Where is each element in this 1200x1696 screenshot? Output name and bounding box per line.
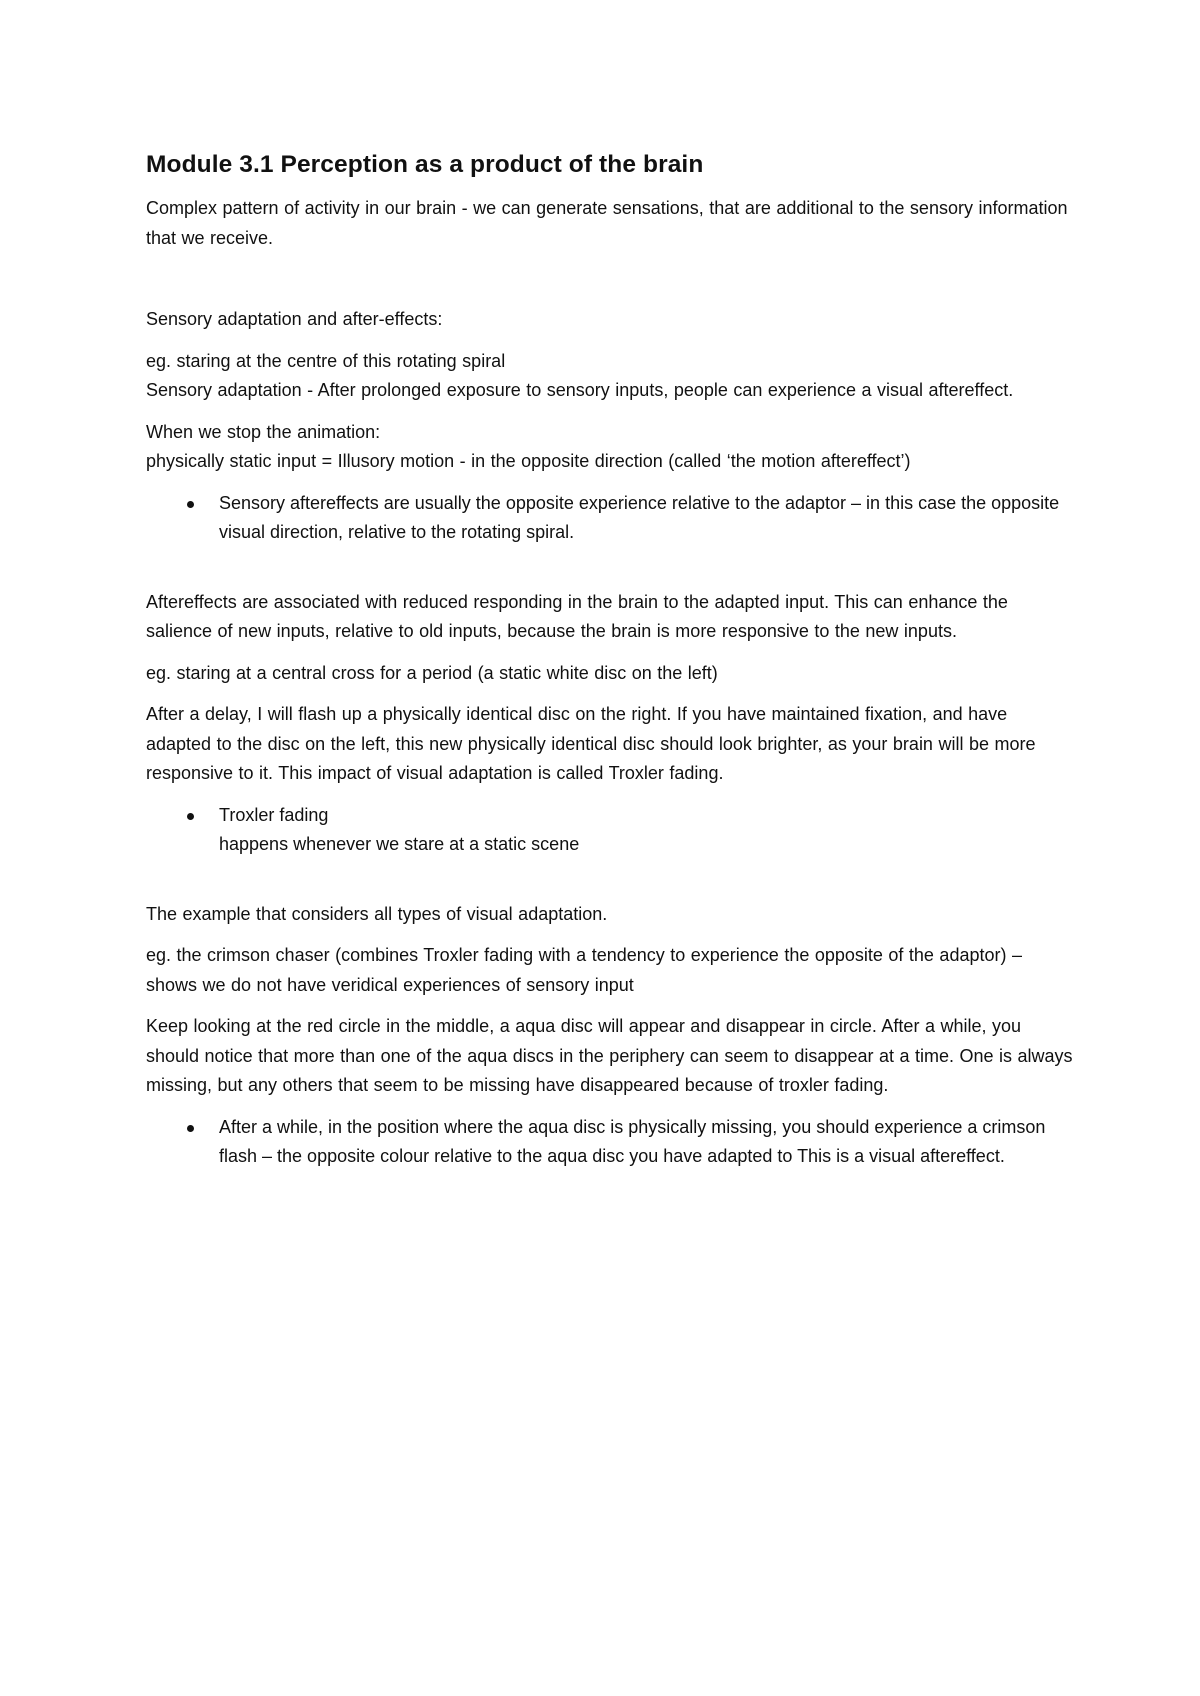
- flash-disc-paragraph: After a delay, I will flash up a physically identical disc on the right. If you have maintained fixation, and have adapted to the disc on the left, this new physically identical disc should look brighter, as your brain will be more responsive to it. This impact of visual adaptation is called Troxler fading.: [146, 704, 1036, 783]
- sensory-adaptation-definition: Sensory adaptation - After prolonged exposure to sensory inputs, people can experience a visual aftereffect.: [146, 380, 1014, 400]
- intro-paragraph: Complex pattern of activity in our brain - we can generate sensations, that are additional to the sensory information that we receive.: [146, 198, 1068, 248]
- page-title: Module 3.1 Perception as a product of the brain: [146, 151, 704, 178]
- list-item-text: Sensory aftereffects are usually the opposite experience relative to the adaptor – in this case the opposite visual direction, relative to the rotating spiral.: [219, 492, 1060, 542]
- section-heading-all-adaptation: The example that considers all types of visual adaptation.: [146, 903, 608, 924]
- reduced-responding-paragraph: Aftereffects are associated with reduced responding in the brain to the adapted input. This can enhance the salience of new inputs, relative to old inputs, because the brain is more responsive to the new inputs.: [146, 591, 1008, 641]
- central-cross-example: eg. staring at a central cross for a period (a static white disc on the left): [146, 662, 718, 683]
- list-item-text: happens whenever we stare at a static scene: [219, 834, 580, 854]
- bullet-list: [146, 801, 1076, 860]
- stop-animation-paragraph: [146, 418, 1076, 477]
- bullet-list: [146, 1113, 1076, 1172]
- list-item-text: Troxler fading: [219, 804, 329, 825]
- list-item: [146, 1113, 1076, 1172]
- spacer: [146, 872, 1076, 900]
- spacer: [146, 265, 1076, 305]
- spacer: [146, 560, 1076, 588]
- bullet-icon: [187, 501, 194, 508]
- list-item: [146, 801, 1076, 860]
- document-body: [146, 148, 1076, 1184]
- list-item: [146, 489, 1076, 548]
- list-item-text: After a while, in the position where the aqua disc is physically missing, you should experience a crimson flash – the opposite colour relative to the aqua disc you have adapted to This is a visual aftereffect.: [219, 1116, 1046, 1166]
- stop-animation-line: When we stop the animation:: [146, 421, 381, 442]
- bullet-icon: [187, 1125, 194, 1132]
- section-heading-sensory-adaptation: Sensory adaptation and after-effects:: [146, 309, 443, 329]
- crimson-chaser-example: eg. the crimson chaser (combines Troxler fading with a tendency to experience the opposite of the adaptor) – shows we do not have veridical experiences of sensory input: [146, 945, 1022, 995]
- bullet-icon: [187, 813, 194, 820]
- red-circle-paragraph: Keep looking at the red circle in the middle, a aqua disc will appear and disappear in circle. After a while, you should notice that more than one of the aqua discs in the periphery can seem to disappear at a time. One is always missing, but any others that seem to be missing have disappeared because of troxler fading.: [146, 1016, 1073, 1095]
- spiral-example-line: eg. staring at the centre of this rotating spiral: [146, 350, 506, 371]
- bullet-list: [146, 489, 1076, 548]
- spiral-example-paragraph: [146, 347, 1076, 406]
- illusory-motion-line: physically static input = Illusory motion - in the opposite direction (called ‘the motion aftereffect’): [146, 451, 911, 471]
